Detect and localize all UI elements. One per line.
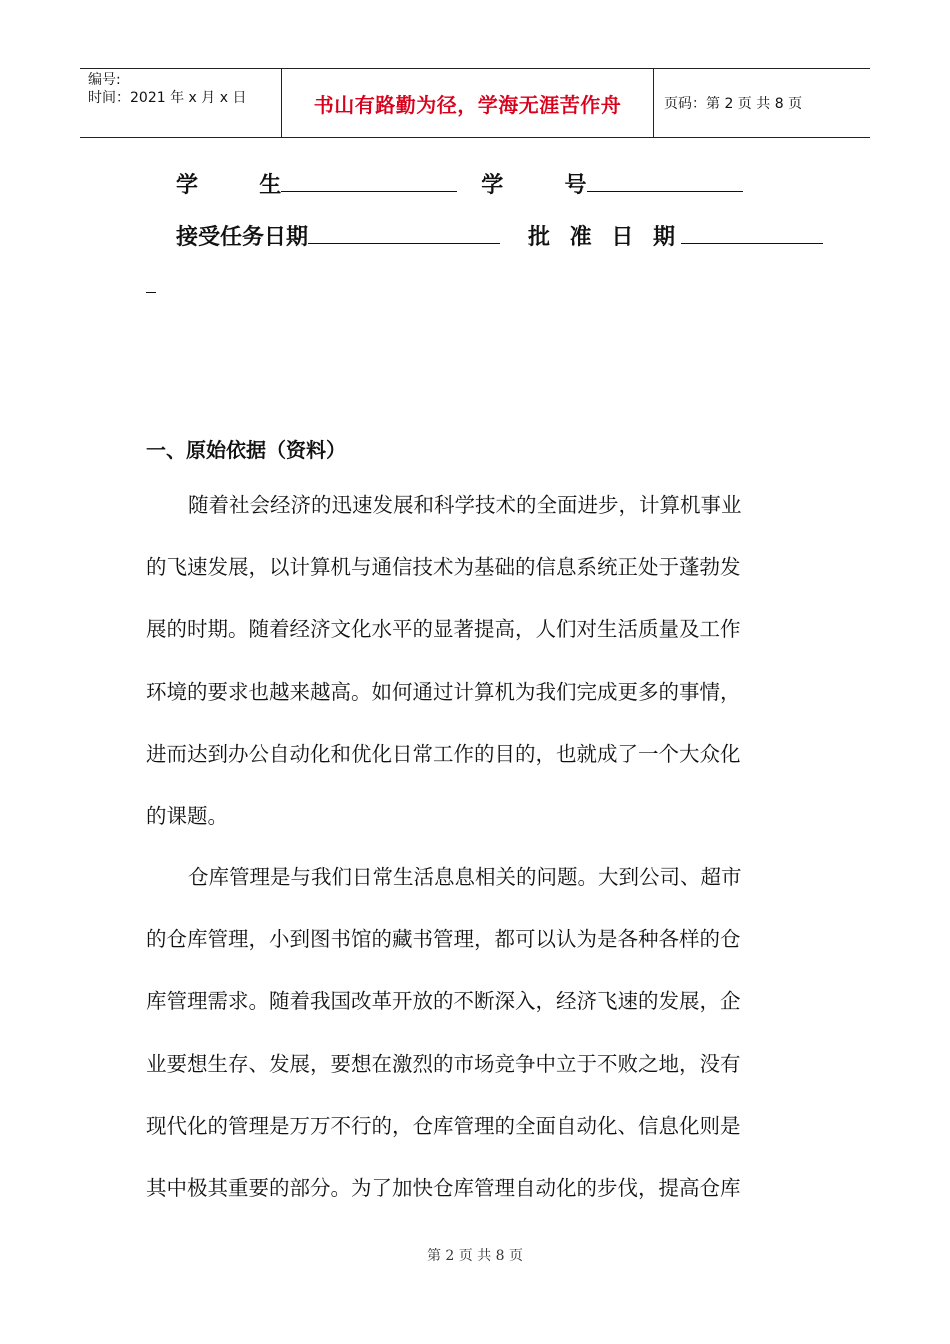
form-row-dates (176, 220, 823, 251)
paragraph-line: 展的时期。随着经济文化水平的显著提高，人们对生活质量及工作 (146, 617, 741, 642)
page-footer: 第 2 页 共 8 页 (426, 1248, 524, 1264)
paragraph-line: 仓库管理是与我们日常生活息息相关的问题。大到公司、超市 (188, 865, 742, 889)
form-row-student (176, 168, 743, 199)
paragraph-line: 现代化的管理是万万不行的，仓库管理的全面自动化、信息化则是 (146, 1113, 741, 1138)
student-label: 学 生 (176, 173, 282, 198)
section-title: 一、原始依据（资料） (146, 438, 346, 462)
paragraph-line: 进而达到办公自动化和优化日常工作的目的，也就成了一个大众化 (146, 741, 741, 766)
task-date-label: 接受任务日期 (176, 225, 309, 250)
paragraph-line: 的课题。 (146, 804, 228, 829)
student-no-blank (587, 171, 743, 192)
header-motto: 书山有路勤为径，学海无涯苦作舟 (282, 69, 654, 137)
paragraph-line: 环境的要求也越来越高。如何通过计算机为我们完成更多的事情， (146, 679, 741, 704)
paragraph-line: 的仓库管理，小到图书馆的藏书管理，都可以认为是各种各样的仓 (146, 927, 741, 952)
blank-continuation (146, 276, 156, 293)
paragraph-line: 库管理需求。随着我国改革开放的不断深入，经济飞速的发展，企 (146, 989, 741, 1014)
header-meta (80, 69, 282, 137)
paragraph-line: 业要想生存、发展，要想在激烈的市场竞争中立于不败之地，没有 (146, 1051, 741, 1076)
page-header (80, 68, 870, 138)
paragraph-line: 其中极其重要的部分。为了加快仓库管理自动化的步伐，提高仓库 (146, 1176, 741, 1201)
paragraph-1 (146, 474, 810, 847)
student-no-label: 学 号 (481, 173, 587, 198)
paragraph-line: 的飞速发展，以计算机与通信技术为基础的信息系统正处于蓬勃发 (146, 555, 741, 580)
time-label: 时间：2021 年 x 月 x 日 (88, 90, 247, 106)
approve-date-blank (681, 223, 823, 244)
number-label: 编号: (88, 72, 121, 88)
approve-date-label: 批 准 日 期 (528, 225, 681, 250)
task-date-blank (308, 223, 500, 244)
student-blank (281, 171, 457, 192)
paragraph-2 (146, 846, 810, 1219)
header-page-info: 页码：第 2 页 共 8 页 (664, 96, 803, 112)
paragraph-line: 随着社会经济的迅速发展和科学技术的全面进步，计算机事业 (188, 493, 742, 517)
